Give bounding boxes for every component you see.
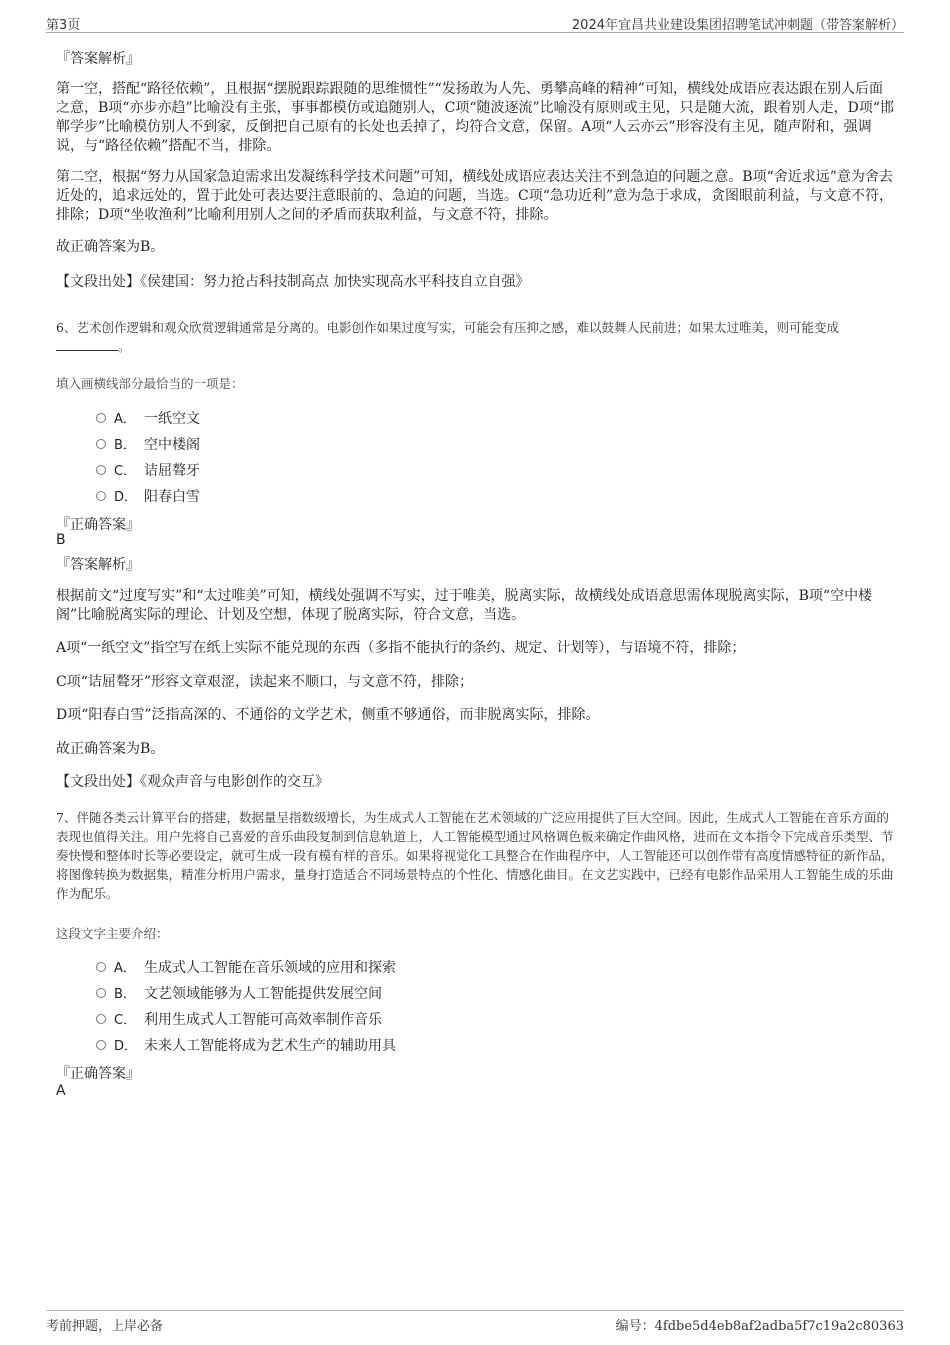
- q5-analysis-p2: 第二空，根据“努力从国家急迫需求出发凝练科学技术问题”可知，横线处成语应表达关注不到急迫的问题之意。B项“舍近求远”意为舍去近处的，追求远处的，置于此处可表达要注意眼前的、急迫的问题，当选。C项“急功近利”意为急于求成，贪图眼前利益，与文意不符，排除；D项“坐收渔利”比喻利用别人之间的矛盾而获取利益，与文意不符，排除。: [56, 169, 894, 223]
- q7-answer-label: 『正确答案』: [56, 1066, 140, 1082]
- q7-option-a[interactable]: A． 生成式人工智能在音乐领域的应用和探索: [96, 957, 396, 977]
- q7-stem: 7、伴随各类云计算平台的搭建，数据量呈指数级增长，为生成式人工智能在艺术领域的广泛应用提供了巨大空间。因此，生成式人工智能在音乐方面的表现也值得关注。用户先将自己喜爱的音乐曲段复制到信息轨道上，人工智能模型通过风格调色板来确定作曲风格，进而在文本指令下完成音乐类型、节奏快慢和整体时长等必要设定，就可生成一段有模有样的音乐。如果将视觉化工具整合在作曲程序中，人工智能还可以创作带有高度情感特征的新作品，将图像转换为数据集，精准分析用户需求，量身打造适合不同场景特点的个性化、情感化曲目。在文艺实践中，已经有电影作品采用人工智能生成的乐曲作为配乐。: [56, 810, 894, 901]
- page-footer: [46, 1310, 904, 1335]
- q5-analysis-p1: 第一空，搭配“路径依赖”，且根据“摆脱跟踪跟随的思维惯性”“发扬敢为人先、勇攀高峰的精神”可知，横线处成语应表达跟在别人后面之意，B项“亦步亦趋”比喻没有主张，事事都模仿或追随别人，C项“随波逐流”比喻没有原则或主见，只是随大流，跟着别人走，D项“邯郸学步”比喻模仿别人不到家，反倒把自己原有的长处也丢掉了，均符合文意，保留。A项“人云亦云”形容没有主见，随声附和，强调说，与“路径依赖”搭配不当，排除。: [56, 81, 895, 154]
- q6-option-c[interactable]: C． 诘屈聱牙: [96, 460, 200, 480]
- q6-stem-text: 6、艺术创作逻辑和观众欣赏逻辑通常是分离的。电影创作如果过度写实，可能会有压抑之感，难以鼓舞人民前进；如果太过唯美，则可能变成: [56, 320, 839, 335]
- radio-icon[interactable]: [96, 1040, 106, 1050]
- q6-analysis-p3: C项“诘屈聱牙”形容文章艰涩，读起来不顺口，与文意不符，排除；: [56, 674, 474, 690]
- q6-blank: [56, 338, 118, 351]
- q6-stem-end: 。: [118, 339, 131, 354]
- q7-option-d[interactable]: D． 未来人工智能将成为艺术生产的辅助用具: [96, 1035, 396, 1055]
- q6-option-a[interactable]: A． 一纸空文: [96, 408, 200, 428]
- radio-icon[interactable]: [96, 491, 106, 501]
- q6-answer: B: [56, 532, 66, 548]
- q6-analysis-label: 『答案解析』: [56, 557, 140, 573]
- q6-stem: [56, 318, 894, 356]
- q6-conclusion: 故正确答案为B。: [56, 741, 165, 757]
- radio-icon[interactable]: [96, 988, 106, 998]
- document-id: 编号：4fdbe5d4eb8af2adba5f7c19a2c80363: [615, 1319, 904, 1334]
- q7-option-c[interactable]: C． 利用生成式人工智能可高效率制作音乐: [96, 1009, 382, 1029]
- q6-source: 【文段出处】《观众声音与电影创作的交互》: [56, 774, 329, 790]
- radio-icon[interactable]: [96, 439, 106, 449]
- radio-icon[interactable]: [96, 465, 106, 475]
- radio-icon[interactable]: [96, 413, 106, 423]
- q6-answer-label: 『正确答案』: [56, 517, 140, 533]
- radio-icon[interactable]: [96, 962, 106, 972]
- q6-option-d[interactable]: D． 阳春白雪: [96, 486, 200, 506]
- q6-prompt: 填入画横线部分最恰当的一项是：: [56, 376, 244, 391]
- page-header: [46, 10, 904, 33]
- q5-source: 【文段出处】《侯建国：努力抢占科技制高点 加快实现高水平科技自立自强》: [56, 274, 530, 290]
- document-title: 2024年宜昌共业建设集团招聘笔试冲刺题（带答案解析）: [571, 18, 904, 33]
- radio-icon[interactable]: [96, 1014, 106, 1024]
- q6-option-b[interactable]: B． 空中楼阁: [96, 434, 200, 454]
- q5-analysis-label: 『答案解析』: [56, 51, 140, 67]
- q6-analysis-p4: D项“阳春白雪”泛指高深的、不通俗的文学艺术，侧重不够通俗，而非脱离实际，排除。: [56, 707, 600, 723]
- q7-option-b[interactable]: B． 文艺领域能够为人工智能提供发展空间: [96, 983, 382, 1003]
- q7-prompt: 这段文字主要介绍：: [56, 926, 169, 941]
- q6-analysis-p1: 根据前文“过度写实”和“太过唯美”可知，横线处强调不写实，过于唯美，脱离实际，故横线处成语意思需体现脱离实际，B项“空中楼阁”比喻脱离实际的理论、计划及空想，体现了脱离实际，符合文意，当选。: [56, 588, 873, 623]
- q7-answer: A: [56, 1083, 66, 1099]
- q6-analysis-p2: A项“一纸空文”指空写在纸上实际不能兑现的东西（多指不能执行的条约、规定、计划等），与语境不符，排除；: [56, 640, 746, 656]
- footer-slogan: 考前押题，上岸必备: [46, 1319, 164, 1334]
- page-number: 第3页: [46, 18, 81, 33]
- q5-conclusion: 故正确答案为B。: [56, 239, 165, 255]
